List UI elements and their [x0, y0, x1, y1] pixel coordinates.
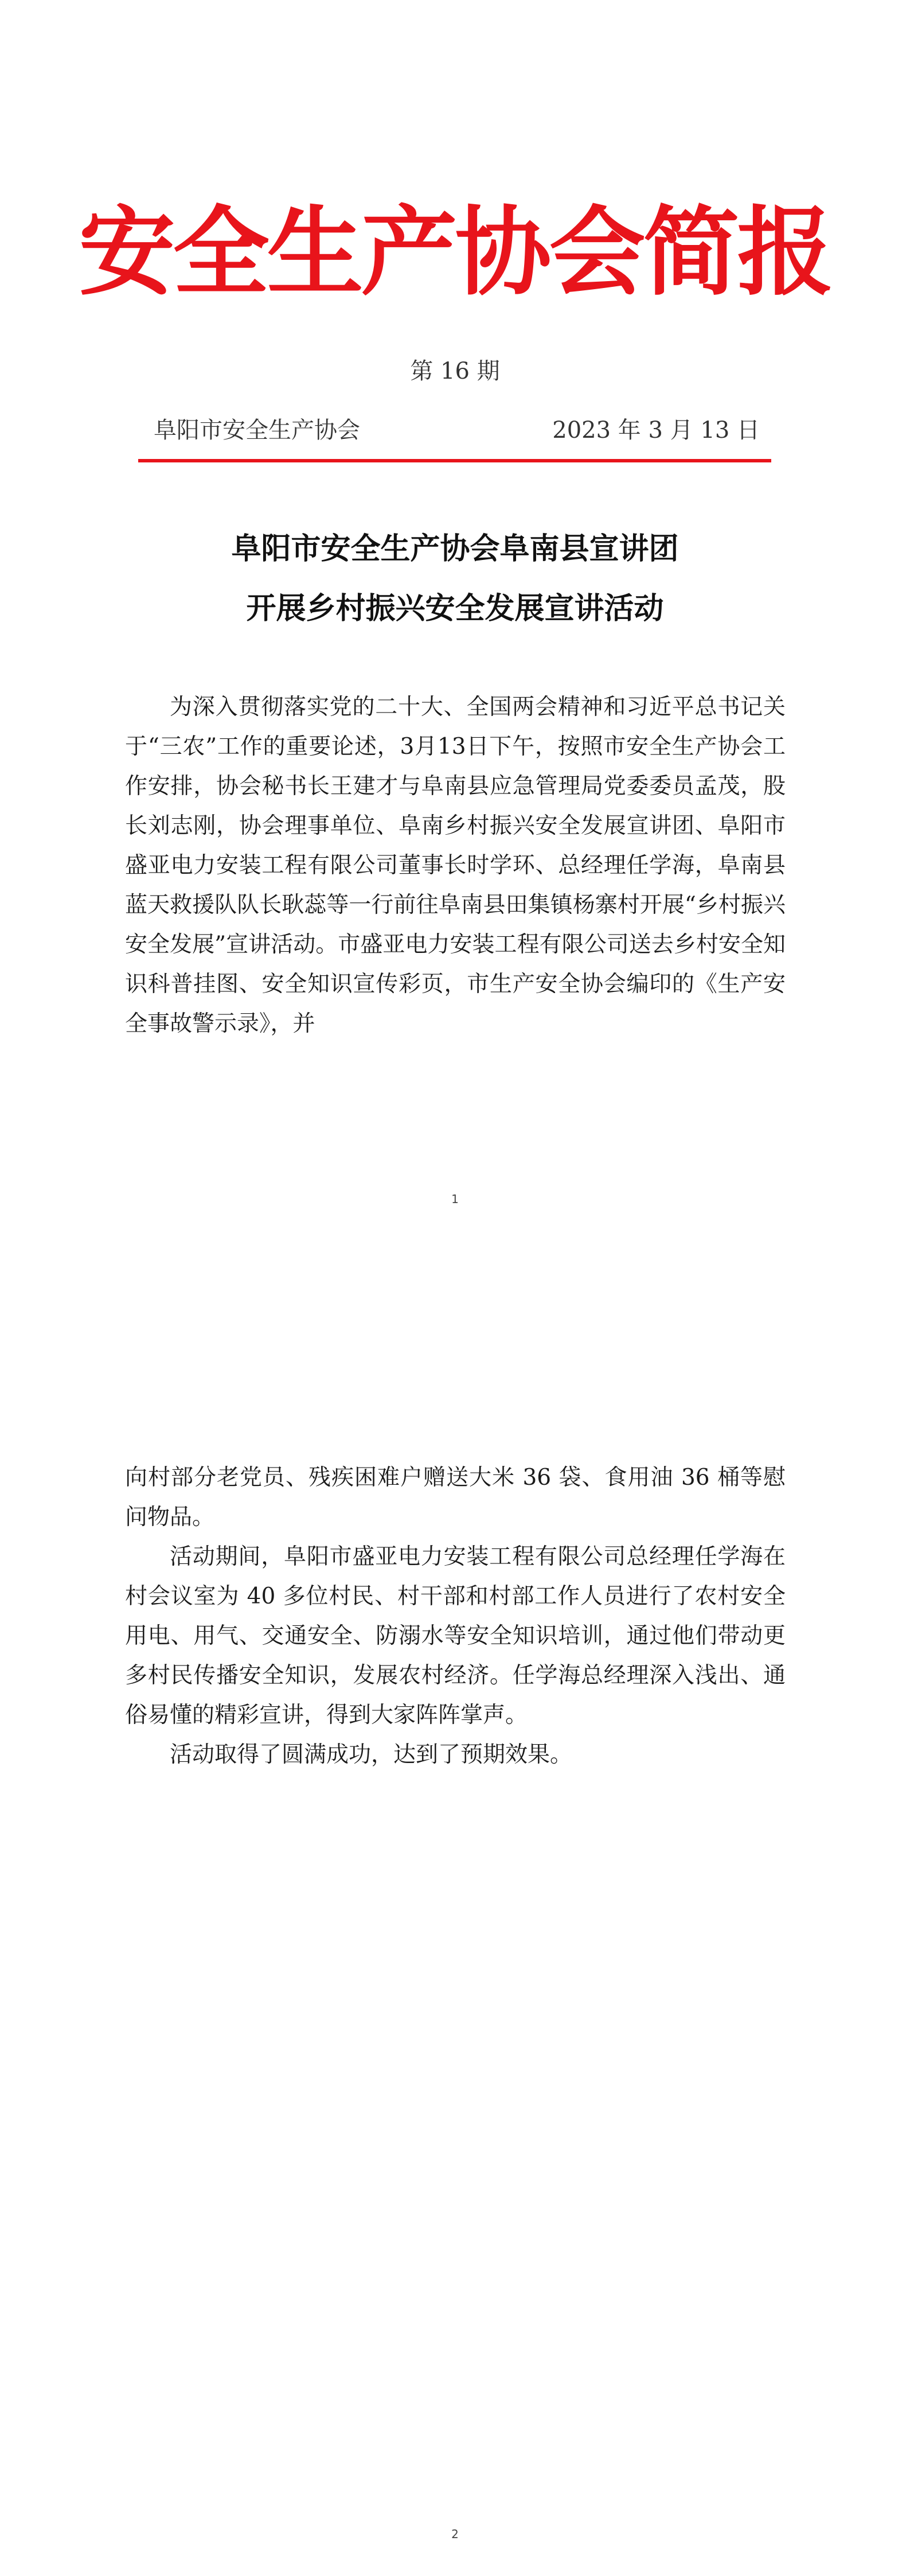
- article-body-page-1: [125, 687, 786, 1044]
- paragraph-1-part-2: 向村部分老党员、残疾困难户赠送大米 36 袋、食用油 36 桶等慰问物品。: [125, 1465, 786, 1530]
- paragraph-1-part-1: 为深入贯彻落实党的二十大、全国两会精神和习近平总书记关于“三农”工作的重要论述，3月13日下午，按照市安全生产协会工作安排，协会秘书长王建才与阜南县应急管理局党委委员孟茂，股长刘志刚，协会理事单位、阜南乡村振兴安全发展宣讲团、阜阳市盛亚电力安装工程有限公司董事长时学环、总经理任学海，阜南县蓝天救援队队长耿蕊等一行前往阜南县田集镇杨寨村开展“乡村振兴安全发展”宣讲活动。市盛亚电力安装工程有限公司送去乡村安全知识科普挂图、安全知识宣传彩页，市生产安全协会编印的《生产安全事故警示录》，并: [125, 694, 786, 1037]
- article-headline: [0, 519, 910, 639]
- paragraph-2: 活动期间，阜阳市盛亚电力安装工程有限公司总经理任学海在村会议室为 40 多位村民、村干部和村部工作人员进行了农村安全用电、用气、交通安全、防溺水等安全知识培训，通过他们带动更多村民传播安全知识，发展农村经济。任学海总经理深入浅出、通俗易懂的精彩宣讲，得到大家阵阵掌声。: [125, 1544, 786, 1728]
- publisher-name: 阜阳市安全生产协会: [154, 417, 360, 443]
- page-2: [0, 1288, 910, 2576]
- headline-line-1: 阜阳市安全生产协会阜南县宣讲团: [231, 531, 679, 566]
- headline-line-2: 开展乡村振兴安全发展宣讲活动: [246, 591, 664, 626]
- page-number-2: 2: [451, 2527, 459, 2541]
- masthead-title: 安全生产协会简报: [79, 196, 831, 309]
- red-divider-rule: [138, 459, 771, 462]
- paragraph-3: 活动取得了圆满成功，达到了预期效果。: [170, 1742, 573, 1768]
- issue-number: 第 16 期: [410, 358, 500, 384]
- page-number-1: 1: [451, 1192, 459, 1206]
- publication-date: 2023 年 3 月 13 日: [552, 417, 760, 443]
- article-body-page-2: [125, 1458, 786, 1775]
